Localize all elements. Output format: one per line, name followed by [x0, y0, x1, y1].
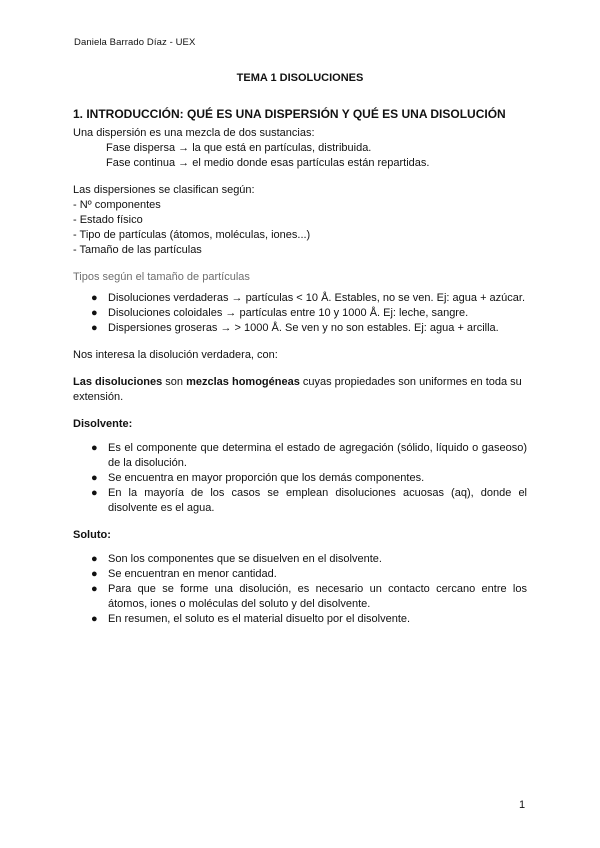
list-item: ● Es el componente que determina el estado de agregación (sólido, líquido o gaseoso) de la disolución. [91, 442, 527, 469]
phase-continuous: Fase continua → el medio donde esas partículas están repartidas. [106, 157, 430, 169]
size-types-list [73, 291, 527, 336]
list-item: ● Dispersiones groseras → > 1000 Å. Se ven y no son estables. Ej: agua + arcilla. [91, 322, 499, 334]
bullet-icon: ● [91, 472, 98, 484]
list-item: ● Se encuentran en menor cantidad. [91, 568, 277, 580]
list-item: - Nº componentes [73, 199, 161, 211]
bullet-icon: ● [91, 583, 98, 595]
page-number: 1 [519, 799, 526, 811]
disolvente-heading: Disolvente: [73, 418, 133, 430]
size-subtitle: Tipos según el tamaño de partículas [73, 271, 250, 283]
bullet-icon: ● [91, 568, 98, 580]
list-item: ● Para que se forme una disolución, es necesario un contacto cercano entre los átomos, iones o moléculas del soluto y del disolvente. [91, 583, 527, 610]
bullet-icon: ● [91, 487, 98, 499]
soluto-heading: Soluto: [73, 529, 111, 541]
list-item: ● En la mayoría de los casos se emplean disoluciones acuosas (aq), donde el disolvente es el agua. [91, 487, 527, 514]
phase-dispersed: Fase dispersa → la que está en partículas, distribuida. [106, 142, 372, 154]
document-body [73, 106, 527, 627]
bullet-icon: ● [91, 442, 98, 454]
bullet-icon: ● [91, 553, 98, 565]
list-item: ● Disoluciones coloidales → partículas entre 10 y 1000 Å. Ej: leche, sangre. [91, 307, 469, 319]
list-item: ● Disoluciones verdaderas → partículas < 10 Å. Estables, no se ven. Ej: agua + azúcar. [91, 292, 526, 304]
list-item: - Tipo de partículas (átomos, moléculas, iones...) [73, 229, 311, 241]
document-title: TEMA 1 DISOLUCIONES [236, 72, 364, 84]
bullet-icon: ● [91, 292, 98, 304]
list-item: ● Se encuentra en mayor proporción que los demás componentes. [91, 472, 425, 484]
soluto-list [73, 552, 527, 627]
dispersion-intro: Una dispersión es una mezcla de dos sustancias: [73, 127, 315, 139]
list-item: - Tamaño de las partículas [73, 244, 202, 256]
list-item: ● En resumen, el soluto es el material disuelto por el disolvente. [91, 613, 411, 625]
definition-text: Las disoluciones son mezclas homogéneas cuyas propiedades son uniformes en toda su extensión. [73, 376, 522, 403]
page-header: Daniela Barrado Díaz - UEX [74, 37, 196, 48]
criteria-list [73, 198, 527, 258]
bullet-icon: ● [91, 613, 98, 625]
list-item: - Estado físico [73, 214, 143, 226]
section-heading: 1. INTRODUCCIÓN: QUÉ ES UNA DISPERSIÓN Y QUÉ ES UNA DISOLUCIÓN [73, 107, 506, 121]
list-item: ● Son los componentes que se disuelven en el disolvente. [91, 553, 382, 565]
interest-text: Nos interesa la disolución verdadera, con: [73, 349, 278, 361]
bullet-icon: ● [91, 307, 98, 319]
bullet-icon: ● [91, 322, 98, 334]
disolvente-list [73, 441, 527, 516]
classify-intro: Las dispersiones se clasifican según: [73, 184, 255, 196]
